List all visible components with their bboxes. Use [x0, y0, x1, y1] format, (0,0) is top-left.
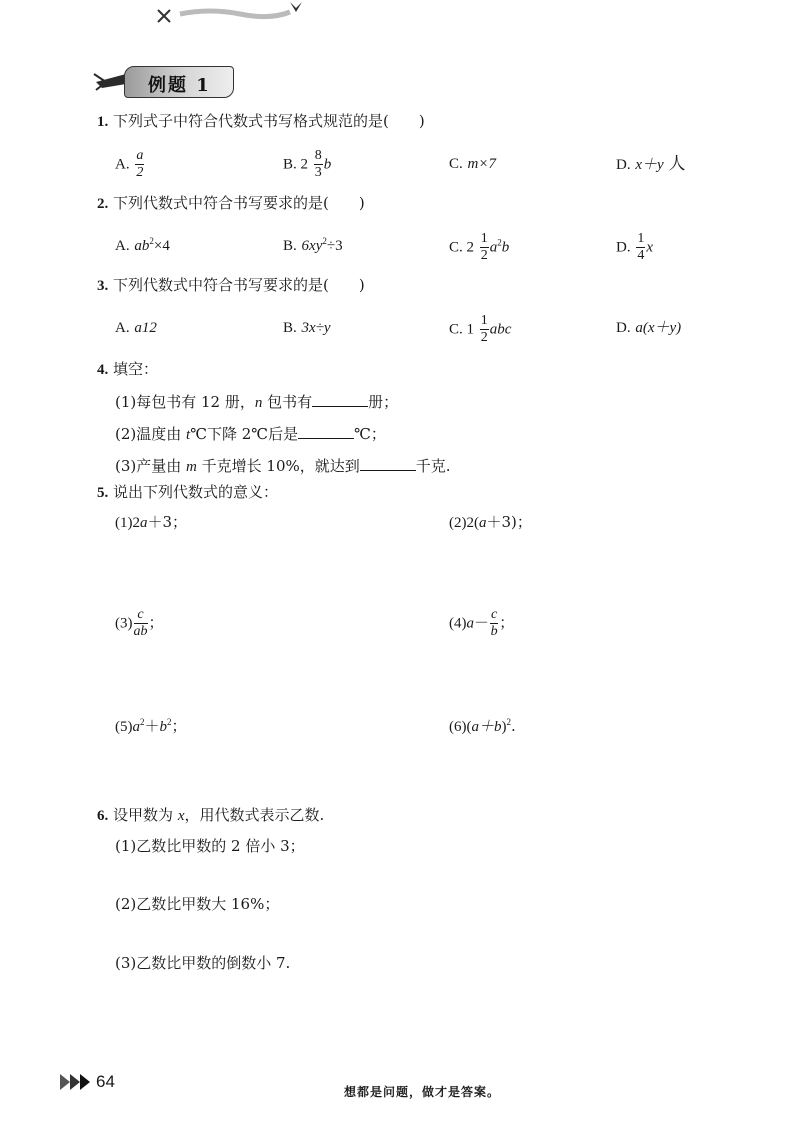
- q6-item-3: (3)乙数比甲数的倒数小 7.: [115, 954, 291, 972]
- answer-blank[interactable]: [298, 423, 354, 439]
- q5-part-3: (3) $\frac{c}{ab}$ ；: [115, 607, 164, 640]
- page-footer-left: [60, 1072, 115, 1092]
- q2-option-b: B. $6xy^2\div 3$: [283, 236, 343, 254]
- q5-part-6: $(6)(a+b)^2$.: [449, 717, 516, 735]
- fraction: $\frac{1}{4}$: [637, 231, 645, 264]
- question-5: 5. 说出下列代数式的意义：: [97, 483, 279, 501]
- fraction: $\frac{c}{b}$: [490, 607, 498, 640]
- q1-option-c: C. m×7: [449, 156, 497, 172]
- fraction: $\frac{c}{ab}$: [133, 607, 148, 640]
- q6-item-2: (2)乙数比甲数大 16%；: [115, 895, 280, 913]
- q5-part-5: $(5)a^2+b^2$；: [115, 717, 187, 735]
- q3-option-a: A. a12: [115, 320, 157, 336]
- q3-option-d: D. a(x＋y): [616, 320, 682, 336]
- q1-option-b: B. 2 $\frac{8}{3}$ b: [283, 148, 332, 181]
- example-label: 例题 1: [148, 75, 211, 96]
- q5-part-4: (4)a－ $\frac{c}{b}$ ；: [449, 607, 515, 640]
- example-badge: [92, 60, 238, 102]
- fraction: $\frac{1}{2}$: [480, 231, 488, 264]
- question-2: 2. 下列代数式中符合书写要求的是( ): [97, 194, 365, 212]
- question-text: 下列式子中符合代数式书写格式规范的是( ): [113, 112, 425, 130]
- question-4: 4. 填空：: [97, 360, 159, 378]
- question-number: 1.: [97, 114, 109, 130]
- page-number: 64: [96, 1072, 115, 1091]
- q3-option-c: C. 1 $\frac{1}{2}$ abc: [449, 313, 512, 346]
- fraction: $\frac{8}{3}$: [314, 148, 322, 181]
- header-decoration: [150, 0, 310, 24]
- q5-part-1: (1)2a＋3；: [115, 513, 188, 531]
- q4-item-2: (2)温度由 t℃下降 2℃后是 ℃；: [115, 425, 386, 443]
- double-arrow-icon: [60, 1074, 90, 1090]
- q2-option-c: C. 2 $\frac{1}{2}$ $a^2b$: [449, 231, 510, 264]
- q1-option-d: D. x＋y 人: [616, 154, 686, 174]
- q2-option-a: A. $ab^2\times 4$: [115, 236, 170, 254]
- q3-option-b: B. 3x÷y: [283, 320, 331, 336]
- fraction: $\frac{a}{2}$: [136, 148, 144, 181]
- q5-part-2: (2)2(a＋3)；: [449, 513, 532, 531]
- q1-option-a: A. $\frac{a}{2}$: [115, 148, 144, 181]
- q2-option-d: D. $\frac{1}{4}$ x: [616, 231, 654, 264]
- answer-blank[interactable]: [312, 391, 368, 407]
- question-3: 3. 下列代数式中符合书写要求的是( ): [97, 276, 365, 294]
- question-6: 6. 设甲数为 x，用代数式表示乙数.: [97, 806, 325, 824]
- q4-item-1: (1)每包书有 12 册，n 包书有 册；: [115, 393, 399, 411]
- fraction: $\frac{1}{2}$: [480, 313, 488, 346]
- footer-motto: 想都是问题，做才是答案。: [344, 1085, 501, 1099]
- question-1: [97, 114, 425, 130]
- q4-item-3: (3)产量由 m 千克增长 10%，就达到 千克.: [115, 457, 451, 475]
- q6-item-1: (1)乙数比甲数的 2 倍小 3；: [115, 837, 305, 855]
- answer-blank[interactable]: [360, 455, 416, 471]
